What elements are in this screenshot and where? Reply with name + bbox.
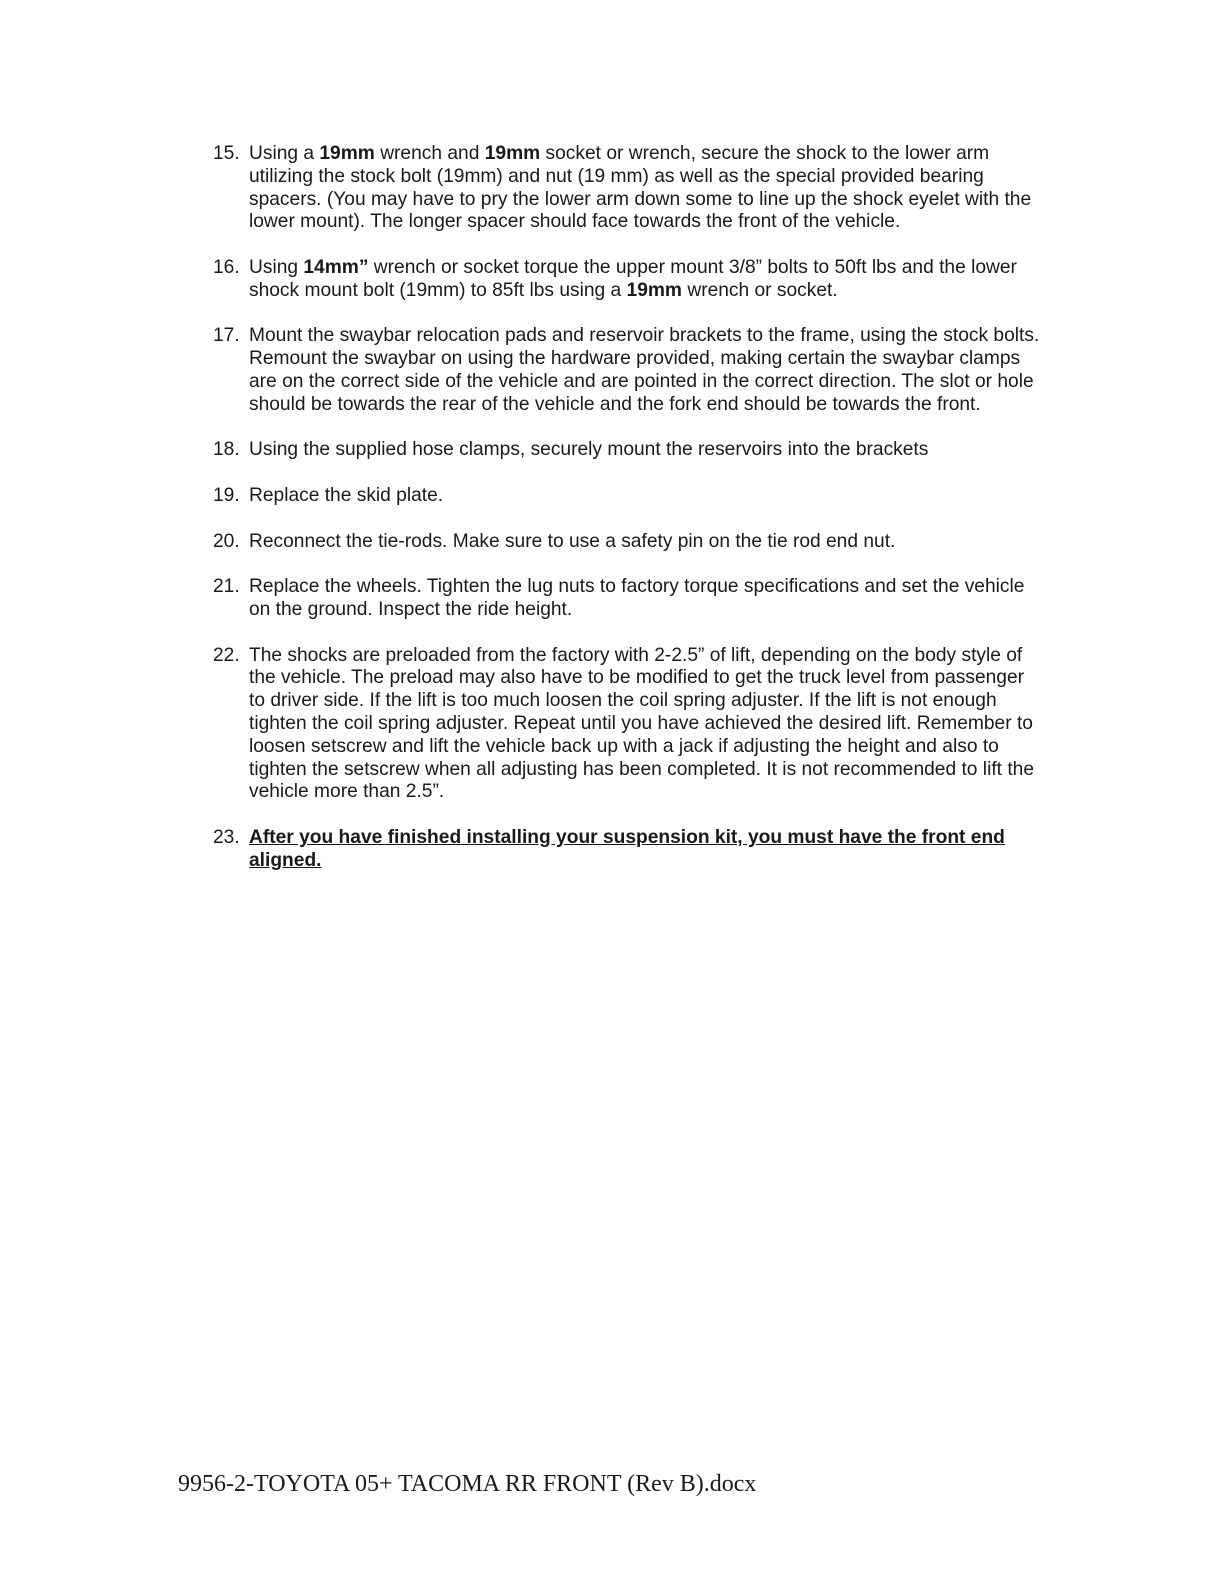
step-17 bbox=[213, 325, 1043, 416]
step-text-segment: Mount the swaybar relocation pads and reservoir brackets to the frame, using the stock bolts. Remount the swaybar on using the hardware provided, making certain the swaybar clamps are on the correct side of the vehicle and are pointed in the correct direction. The slot or hole should be towards the rear of the vehicle and the fork end should be towards the front. bbox=[249, 325, 1040, 415]
instruction-steps-list bbox=[213, 143, 1043, 895]
step-text bbox=[249, 531, 895, 552]
step-text bbox=[249, 645, 1034, 803]
step-19 bbox=[213, 485, 1043, 508]
step-21 bbox=[213, 576, 1043, 622]
step-16 bbox=[213, 257, 1043, 303]
step-text-bold: 14mm” bbox=[303, 256, 369, 278]
step-number: 21. bbox=[213, 576, 240, 598]
step-text bbox=[249, 485, 443, 506]
step-number: 20. bbox=[213, 530, 240, 552]
step-text bbox=[249, 325, 1039, 414]
step-number: 15. bbox=[213, 143, 240, 164]
step-text-segment: Using bbox=[249, 256, 304, 278]
step-text-segment: Replace the skid plate. bbox=[249, 484, 444, 506]
step-text-segment: wrench and bbox=[374, 143, 485, 164]
step-23 bbox=[213, 827, 1043, 873]
step-number: 19. bbox=[213, 484, 240, 506]
step-text-bold: 19mm bbox=[484, 143, 541, 164]
step-text-segment: Using the supplied hose clamps, securely mount the reservoirs into the brackets bbox=[249, 439, 929, 461]
step-text bbox=[249, 257, 1017, 301]
step-number: 17. bbox=[213, 325, 240, 347]
step-22 bbox=[213, 645, 1043, 805]
step-text-segment: Reconnect the tie-rods. Make sure to use a safety pin on the tie rod end nut. bbox=[249, 530, 896, 552]
step-text-segment: Using a bbox=[249, 143, 320, 164]
step-text-segment: Replace the wheels. Tighten the lug nuts to factory torque specifications and set the vehicle on the ground. Inspect the ride height. bbox=[249, 576, 1025, 620]
step-text-bold-underlined: After you have finished installing your suspension kit, you must have the front end aligned. bbox=[249, 826, 1005, 871]
step-text bbox=[249, 827, 1005, 871]
step-text bbox=[249, 576, 1024, 620]
step-text bbox=[249, 439, 928, 460]
step-text-bold: 19mm bbox=[626, 279, 682, 301]
step-18 bbox=[213, 439, 1043, 462]
step-number: 23. bbox=[213, 826, 240, 848]
step-number: 16. bbox=[213, 256, 240, 278]
step-text-segment: wrench or socket. bbox=[682, 279, 838, 301]
step-number: 18. bbox=[213, 439, 240, 461]
step-text bbox=[249, 143, 1031, 232]
step-20 bbox=[213, 531, 1043, 554]
step-number: 22. bbox=[213, 644, 240, 666]
step-text-segment: wrench or socket torque the upper mount 3/8” bolts to 50ft lbs and the lower shock mount bolt (19mm) to 85ft lbs using a bbox=[249, 256, 1017, 301]
document-footer-filename: 9956-2-TOYOTA 05+ TACOMA RR FRONT (Rev B).docx bbox=[178, 1471, 757, 1497]
step-text-segment: The shocks are preloaded from the factory with 2-2.5” of lift, depending on the body style of the vehicle. The preload may also have to be modified to get the truck level from passenger to driver side. If the lift is too much loosen the coil spring adjuster. If the lift is not enough tighten the coil spring adjuster. Repeat until you have achieved the desired lift. Remember to loosen setscrew and lift the vehicle back up with a jack if adjusting the height and also to tighten the setscrew when all adjusting has been completed. It is not recommended to lift the vehicle more than 2.5”. bbox=[249, 644, 1035, 803]
step-text-bold: 19mm bbox=[319, 143, 375, 164]
step-text-segment: socket or wrench, secure the shock to the lower arm utilizing the stock bolt (19mm) and nut (19 mm) as well as the special provided bearing spacers. (You may have to pry the lower arm down some to line up the shock eyelet with the lower mount). The longer spacer should face towards the front of the vehicle. bbox=[249, 143, 1032, 233]
step-15 bbox=[213, 143, 1043, 234]
